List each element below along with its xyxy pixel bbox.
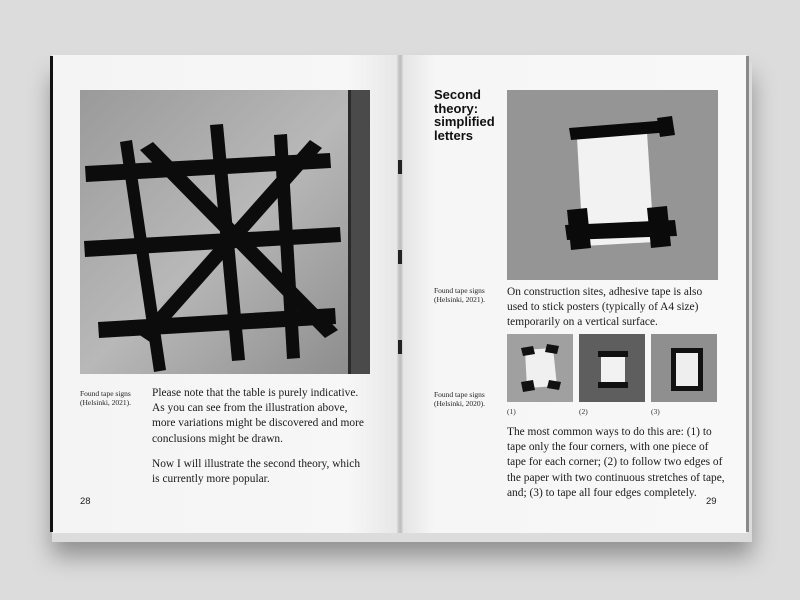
heading-line: theory:: [434, 100, 479, 116]
spine-mark: [398, 250, 402, 264]
right-page-edge: [746, 56, 749, 532]
caption-line: (Helsinki, 2021).: [80, 398, 132, 407]
page-number-right: 29: [706, 496, 717, 507]
thumb-corners-photo: [507, 334, 573, 402]
thumb-label: (1): [507, 407, 516, 416]
thumb-two-edges-photo: [579, 334, 645, 402]
left-page-edge: [50, 56, 53, 532]
heading-line: letters: [434, 127, 474, 143]
caption-line: (Helsinki, 2021).: [434, 295, 486, 304]
poster-tape-photo: [507, 90, 718, 280]
left-body-text: [152, 386, 367, 497]
paragraph: The most common ways to do this are: (1) to tape only the four corners, with one piece of tape for each corner; (2) to follow two edges of the paper with two continuous stretches of tape, and; (3) to tape all four edges completely.: [507, 426, 725, 499]
caption-line: Found tape signs: [434, 390, 485, 399]
heading-line: simplified: [434, 114, 495, 129]
paragraph: Please note that the table is purely indicative. As you can see from the illustration above, more variations might be discovered and more conclusions might be drawn.: [152, 387, 364, 445]
tape-sign-photo-large: [80, 90, 370, 374]
right-body-text-1: [507, 285, 722, 341]
book-spine: [397, 55, 403, 533]
right-caption-1: [434, 286, 504, 304]
section-heading: [434, 88, 495, 142]
spine-mark: [398, 340, 402, 354]
thumb-label: (2): [579, 407, 588, 416]
paragraph: Now I will illustrate the second theory, which is currently more popular.: [152, 457, 361, 486]
caption-line: Found tape signs: [80, 389, 131, 398]
thumb-four-edges-photo: [651, 334, 717, 402]
left-caption: [80, 389, 155, 407]
right-body-text-2: [507, 425, 725, 511]
caption-line: Found tape signs: [434, 286, 485, 295]
heading-line: Second: [434, 87, 481, 102]
caption-line: (Helsinki, 2020).: [434, 399, 486, 408]
paragraph: On construction sites, adhesive tape is also used to stick posters (typically of A4 size) temporarily on a vertical surface.: [507, 286, 703, 329]
page-number-left: 28: [80, 496, 91, 507]
right-caption-2: [434, 390, 504, 408]
thumb-label: (3): [651, 407, 660, 416]
spine-mark: [398, 160, 402, 174]
